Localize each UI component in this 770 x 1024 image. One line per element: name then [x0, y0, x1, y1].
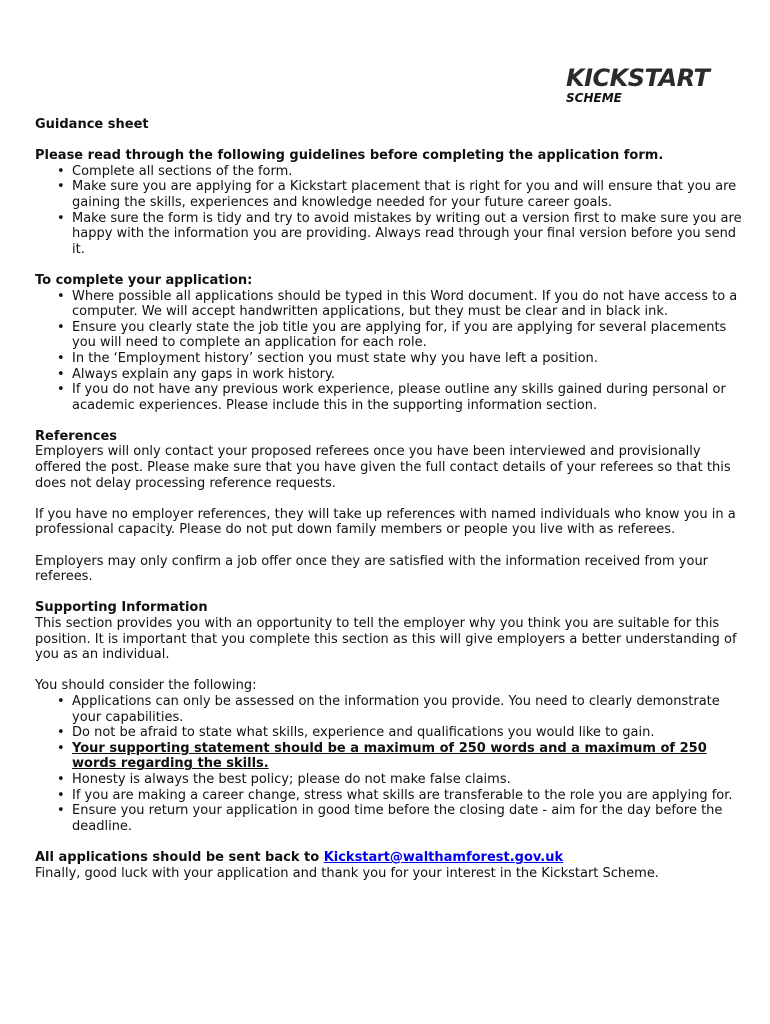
logo-main-text: KICKSTART [566, 64, 710, 92]
list-item: • Honesty is always the best policy; please do not make false claims. [35, 772, 750, 788]
supporting-list [35, 694, 750, 834]
references-paragraph: Employers will only contact your proposed referees once you have been interviewed and provisionally offered the post. Please make sure that you have given the full contact details of your referees so that this does not delay processing reference requests. [35, 444, 731, 491]
complete-heading: To complete your application: [35, 272, 253, 288]
supporting-paragraph: This section provides you with an opportunity to tell the employer why you think you are suitable for this position. It is important that you complete this section as this will give employers a better understanding of you as an individual. [35, 616, 737, 663]
complete-list [35, 289, 750, 414]
send-line [35, 850, 750, 866]
intro-list [35, 164, 750, 258]
list-item: • Ensure you return your application in good time before the closing date - aim for the day before the deadline. [35, 803, 750, 834]
references-paragraph: If you have no employer references, they will take up references with named individuals who know you in a professional capacity. Please do not put down family members or people you live with as referees. [35, 506, 736, 538]
list-item: • In the ‘Employment history’ section you must state why you have left a position. [35, 351, 750, 367]
references-heading: References [35, 428, 118, 444]
list-item: • If you are making a career change, stress what skills are transferable to the role you are applying for. [35, 788, 750, 804]
logo-sub-text: SCHEME [566, 91, 622, 105]
list-item: • Complete all sections of the form. [35, 164, 750, 180]
email-link[interactable]: Kickstart@walthamforest.gov.uk [323, 849, 564, 865]
intro-heading: Please read through the following guidelines before completing the application form. [35, 148, 664, 164]
supporting-heading: Supporting Information [35, 600, 208, 616]
list-item-emphasis [35, 741, 750, 772]
list-item: • Where possible all applications should be typed in this Word document. If you do not have access to a computer. We will accept handwritten applications, but they must be clear and in black ink. [35, 289, 750, 320]
list-item: • Always explain any gaps in work history. [35, 367, 750, 383]
supporting-paragraph: You should consider the following: [35, 678, 257, 694]
send-text: All applications should be sent back to [35, 849, 324, 865]
list-item: • Applications can only be assessed on the information you provide. You need to clearly demonstrate your capabilities. [35, 694, 750, 725]
kickstart-logo [566, 64, 746, 108]
list-item: • Ensure you clearly state the job title you are applying for, if you are applying for several placements you will need to complete an application for each role. [35, 320, 750, 351]
page-title: Guidance sheet [35, 117, 149, 132]
list-item: • Do not be afraid to state what skills, experience and qualifications you would like to gain. [35, 725, 750, 741]
list-item: • Make sure you are applying for a Kickstart placement that is right for you and will ensure that you are gaining the skills, experiences and knowledge needed for your future career goals. [35, 179, 750, 210]
list-item: • If you do not have any previous work experience, please outline any skills gained during personal or academic experiences. Please include this in the supporting information section. [35, 382, 750, 413]
word-limit-statement: Your supporting statement should be a maximum of 250 words and a maximum of 250 words regarding the skills. [72, 740, 707, 772]
document-body [35, 117, 750, 881]
references-paragraph: Employers may only confirm a job offer once they are satisfied with the information received from your referees. [35, 553, 709, 585]
list-item: • Make sure the form is tidy and try to avoid mistakes by writing out a version first to make sure you are happy with the information you are providing. Always read through your final version before you send it. [35, 211, 750, 258]
closing-text: Finally, good luck with your application and thank you for your interest in the Kickstart Scheme. [35, 865, 659, 881]
